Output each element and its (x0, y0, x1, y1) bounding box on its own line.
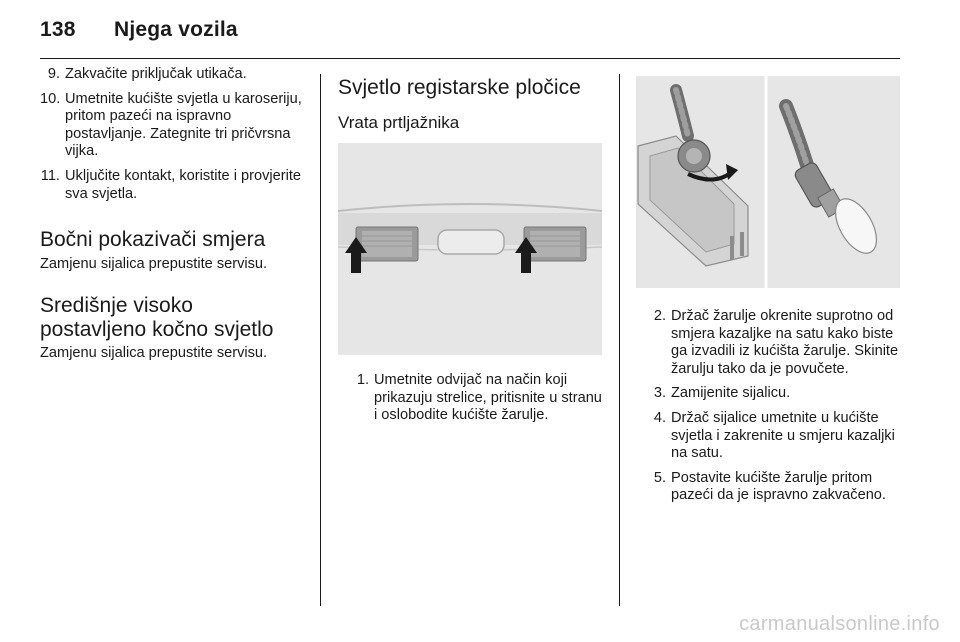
subheading-tailgate: Vrata prtljažnika (338, 113, 460, 132)
section-heading-brake-light: Središnje visoko postavljeno kočno svjetlo (40, 293, 274, 341)
page-number: 138 (40, 18, 76, 41)
steps-list-continued (40, 66, 302, 203)
column-2 (338, 66, 604, 432)
section-heading-plate-light: Svjetlo registarske pločice (338, 76, 581, 99)
plate-light-illustration (338, 143, 602, 355)
list-item: 11. Uključite kontakt, koristite i provjerite sva svjetla. (40, 167, 302, 202)
list-item: 4. Držač sijalice umetnite u kućište svjetla i zakrenite u smjeru kazaljki na satu. (653, 409, 895, 462)
page-header (40, 18, 238, 42)
column-divider-1 (320, 74, 321, 606)
list-item: 1. Umetnite odvijač na način koji prikazuju strelice, pritisnite u stranu i oslobodite kućište žarulje. (356, 372, 602, 424)
watermark: carmanualsonline.info (739, 613, 940, 635)
header-rule (40, 58, 900, 59)
section-heading-side-indicators: Bočni pokazivači smjera (40, 228, 266, 252)
steps-list-plate-light (338, 372, 604, 425)
list-item: 10. Umetnite kućište svjetla u karoseriju, pritom pazeći na ispravno postavljanje. Zategnite tri pričvrsna vijka. (40, 90, 302, 160)
figure-plate-light-removal (338, 143, 602, 355)
list-item: 5. Postavite kućište žarulje pritom pazeći da je ispravno zakvačeno. (653, 469, 886, 504)
list-item: 9. Zakvačite priključak utikača. (47, 66, 247, 82)
column-1 (40, 66, 302, 362)
section-body-brake-light: Zamjenu sijalica prepustite servisu. (40, 344, 268, 361)
figure-bulb-holder (636, 76, 900, 288)
list-item: 3. Zamijenite sijalicu. (653, 385, 791, 402)
page-title: Njega vozila (114, 18, 238, 41)
steps-list-bulb (636, 308, 904, 505)
column-divider-2 (619, 74, 620, 606)
section-body-side-indicators: Zamjenu sijalica prepustite servisu. (40, 256, 268, 273)
list-item: 2. Držač žarulje okrenite suprotno od smjera kazaljke na satu kako biste ga izvadili iz kućišta žarulje. Skinite žarulju tako da je povučete. (653, 308, 899, 377)
column-3 (636, 66, 904, 512)
bulb-holder-illustration (636, 76, 900, 288)
